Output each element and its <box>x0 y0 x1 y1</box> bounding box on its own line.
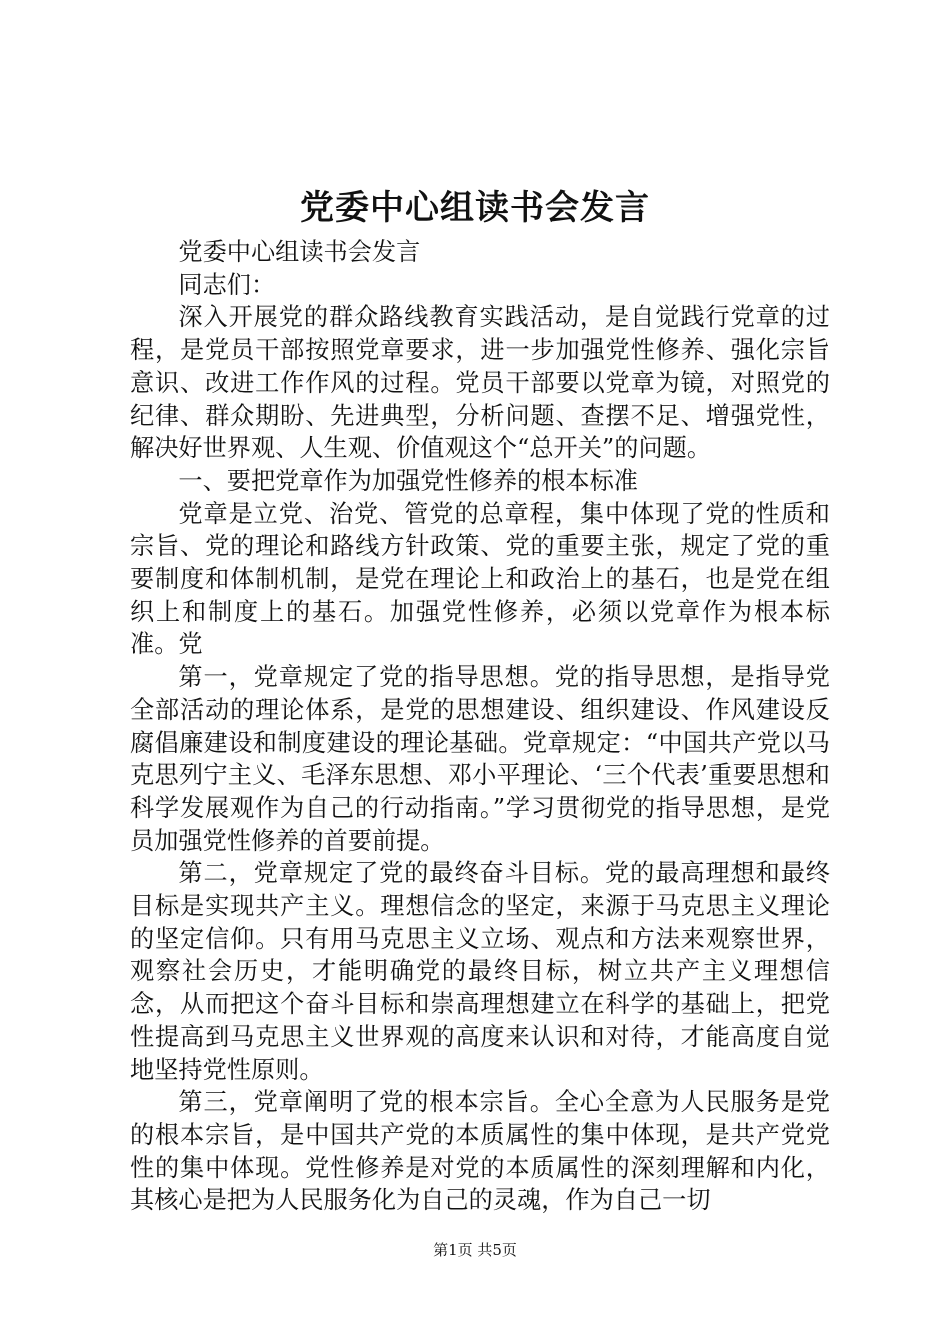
section-heading-1: 一、要把党章作为加强党性修养的根本标准 <box>178 466 638 495</box>
paragraph-point-3: 第三，党章阐明了党的根本宗旨。全心全意为人民服务是党的根本宗旨，是中国共产党的本质属性的集中体现，是共产党党性的集中体现。党性修养是对党的本质属性的深刻理解和内化，其核心是把为人民服务化为自己的灵魂，作为自己一切 <box>130 1088 830 1215</box>
page-footer: 第1页 共5页 <box>433 1241 517 1259</box>
paragraph-section-1: 党章是立党、治党、管党的总章程，集中体现了党的性质和宗旨、党的理论和路线方针政策、党的重要主张，规定了党的重要制度和体制机制，是党在理论上和政治上的基石，也是党在组织上和制度上的基石。加强党性修养，必须以党章作为根本标准。党 <box>130 499 830 659</box>
paragraph-intro: 深入开展党的群众路线教育实践活动，是自觉践行党章的过程，是党员干部按照党章要求，进一步加强党性修养、强化宗旨意识、改进工作作风的过程。党员干部要以党章为镜，对照党的纪律、群众期盼、先进典型，分析问题、查摆不足、增强党性，解决好世界观、人生观、价值观这个“总开关”的问题。 <box>130 303 830 463</box>
paragraph-salutation: 同志们： <box>178 270 276 299</box>
paragraph-point-1: 第一，党章规定了党的指导思想。党的指导思想，是指导党全部活动的理论体系，是党的思想建设、组织建设、作风建设反腐倡廉建设和制度建设的理论基础。党章规定：“中国共产党以马克思列宁主义、毛泽东思想、邓小平理论、‘三个代表’重要思想和科学发展观作为自己的行动指南。”学习贯彻党的指导思想，是党员加强党性修养的首要前提。 <box>130 663 830 855</box>
document-title: 党委中心组读书会发言 <box>300 188 650 228</box>
paragraph-point-2: 第二，党章规定了党的最终奋斗目标。党的最高理想和最终目标是实现共产主义。理想信念的坚定，来源于马克思主义理论的坚定信仰。只有用马克思主义立场、观点和方法来观察世界，观察社会历史，才能明确党的最终目标，树立共产主义理想信念，从而把这个奋斗目标和崇高理想建立在科学的基础上，把党性提高到马克思主义世界观的高度来认识和对待，才能高度自觉地坚持党性原则。 <box>130 859 830 1084</box>
paragraph-subtitle: 党委中心组读书会发言 <box>178 238 421 266</box>
document-body <box>130 236 830 1217</box>
